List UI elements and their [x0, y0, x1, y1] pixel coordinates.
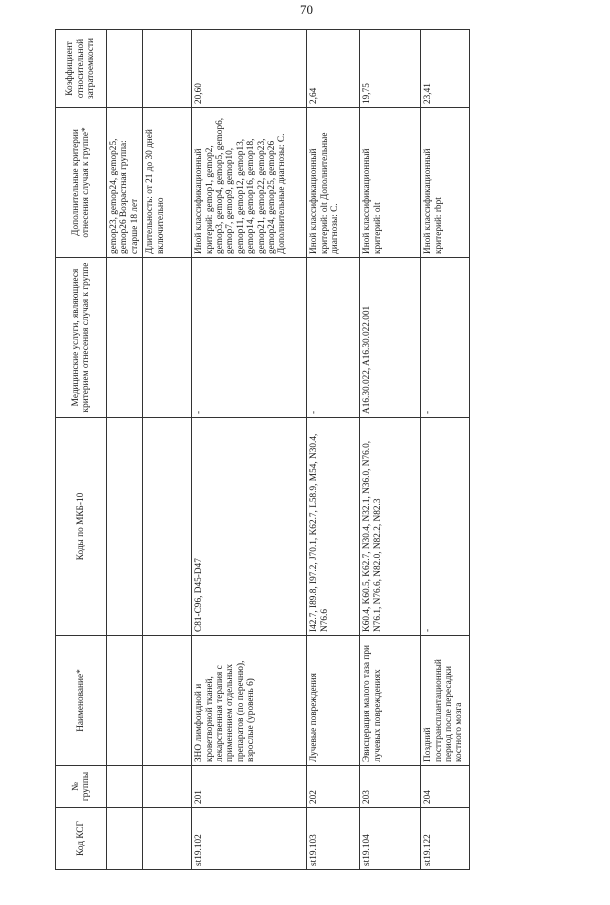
cell-coef: 2,64: [307, 30, 360, 108]
table-cell: [107, 808, 143, 870]
cell-name: ЗНО лимфоидной и кроветворной тканей, лекарственная терапия с применением отдельных препаратов (по перечню), взрослые (уровень 6): [192, 636, 307, 766]
cell-services: -: [421, 258, 470, 418]
header-additional-criteria: Дополнительные критерии отнесения случая к группе*: [56, 108, 107, 258]
cell-criteria: Иной классификационный критерий: olt Дополнительные диагнозы: C.: [307, 108, 360, 258]
cell-code: st19.122: [421, 808, 470, 870]
table-row: [307, 30, 360, 870]
cell-group: 203: [360, 766, 421, 808]
header-name: Наименование*: [56, 636, 107, 766]
cell-coef: [143, 30, 192, 108]
table-cell: [107, 30, 143, 108]
header-medical-services: Медицинские услуги, являющиеся критерием отнесения случая к группе: [56, 258, 107, 418]
header-group-number: № группы: [56, 766, 107, 808]
cell-coef: 19,75: [360, 30, 421, 108]
cell-name: Поздний посттрансплантационный период после пересадки костного мозга: [421, 636, 470, 766]
cell-code: st19.104: [360, 808, 421, 870]
table-cell: [107, 418, 143, 636]
cell-code: st19.102: [192, 808, 307, 870]
cell-services: -: [307, 258, 360, 418]
table-row: [192, 30, 307, 870]
cell-mkb: I42.7, I89.8, I97.2, J70.1, K62.7, L58.9, M54, N30.4, N76.6: [307, 418, 360, 636]
cell-criteria: gemop23, gemop24, gemop25, gemop26 Возрастная группа: старше 18 лет: [107, 108, 143, 258]
cell-criteria: Иной классификационный критерий: gemop1, gemop2, gemop3, gemop4, gemop5, gemop6, gemop7, gemop9, gemop10, gemop11, gemop12, gemop13, gemop14, gemop16, gemop18, gemop21, gemop22, gemop23, gemop24, gemop25, gemop26 Дополнительные диагнозы: C.: [192, 108, 307, 258]
cell-criteria: Иной классификационный критерий: olt: [360, 108, 421, 258]
header-cost-coefficient: Коэффициент относительной затратоемкости: [56, 30, 107, 108]
cell-name: Эвисцерация малого таза при лучевых повреждениях: [360, 636, 421, 766]
page-number: 70: [300, 2, 313, 17]
table-cell: [107, 636, 143, 766]
table-cell: [107, 258, 143, 418]
cell-code: [143, 808, 192, 870]
table-cell: [107, 766, 143, 808]
cell-group: 204: [421, 766, 470, 808]
cell-group: 201: [192, 766, 307, 808]
header-mkb-codes: Коды по МКБ-10: [56, 418, 107, 636]
ksg-table: [55, 29, 470, 870]
table-row: [421, 30, 470, 870]
header-ksg-code: Код КСГ: [56, 808, 107, 870]
cell-criteria: Длительность: от 21 до 30 дней включительно: [143, 108, 192, 258]
cell-name: Лучевые повреждения: [307, 636, 360, 766]
cell-services: A16.30.022, A16.30.022.001: [360, 258, 421, 418]
table-row: [107, 30, 143, 870]
cell-name: [143, 636, 192, 766]
cell-coef: 20,60: [192, 30, 307, 108]
cell-code: st19.103: [307, 808, 360, 870]
cell-services: [143, 258, 192, 418]
table-header-row: [56, 30, 107, 870]
cell-group: 202: [307, 766, 360, 808]
table-row: [143, 30, 192, 870]
cell-mkb: C81-C96, D45-D47: [192, 418, 307, 636]
cell-mkb: -: [421, 418, 470, 636]
cell-group: [143, 766, 192, 808]
cell-criteria: Иной классификационный критерий: rbpt: [421, 108, 470, 258]
cell-coef: 23,41: [421, 30, 470, 108]
table-row: [360, 30, 421, 870]
cell-mkb: K60.4, K60.5, K62.7, N30.4, N32.1, N36.0, N76.0, N76.1, N76.6, N82.0, N82.2, N82.3: [360, 418, 421, 636]
cell-services: -: [192, 258, 307, 418]
cell-mkb: [143, 418, 192, 636]
